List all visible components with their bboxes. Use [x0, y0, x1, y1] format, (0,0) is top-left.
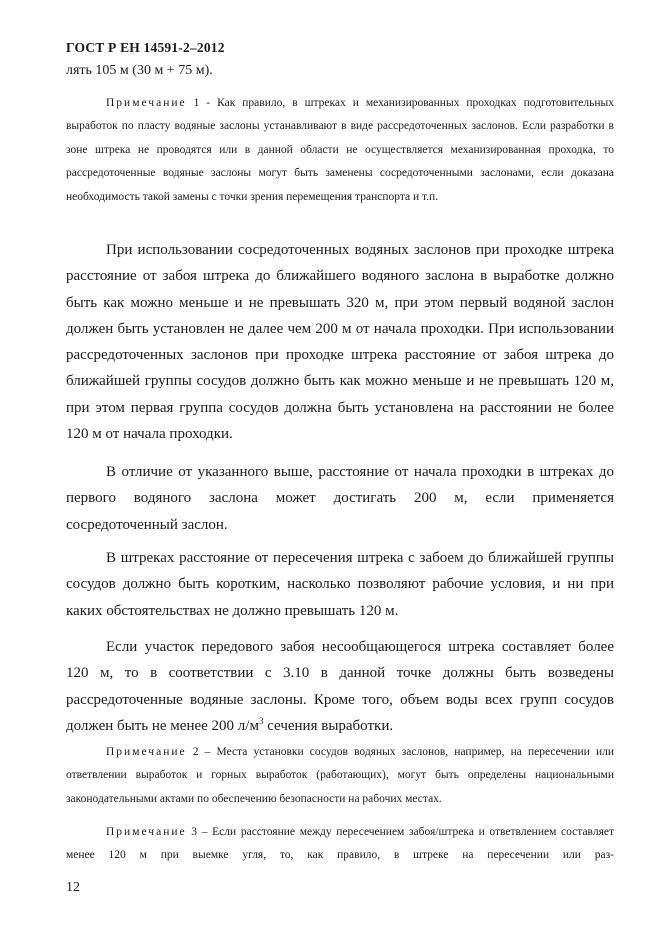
paragraph-3: [66, 545, 614, 624]
paragraph-2: [66, 459, 614, 538]
note-2-label: Примечание: [106, 746, 187, 758]
note-3-text: 3 – Если расстояние между пересечением забоя/штрека и ответвлением составляет менее 120 м при выемке угля, то, как правило, в штреке на пересечении или раз-: [66, 826, 614, 862]
paragraph-2-text: В отличие от указанного выше, расстояние от начала проходки в штреках до первого водяного заслона может достигать 200 м, если применяется сосредоточенный заслон.: [66, 464, 614, 533]
paragraph-1: [66, 237, 614, 447]
paragraph-4: [66, 634, 614, 739]
note-1: [66, 92, 614, 209]
paragraph-3-text: В штреках расстояние от пересечения штрека с забоем до ближайшей группы сосудов должно быть коротким, насколько позволяют рабочие условия, и ни при каких обстоятельствах не должно превышать 120 м.: [66, 550, 614, 619]
paragraph-4-text: Если участок передового забоя несообщающегося штрека составляет более 120 м, то в соответствии с 3.10 в данной точке должны быть возведены рассредоточенные водяные заслоны. Кроме того, объем воды всех групп сосудов должен быть не менее 200 л/м: [66, 639, 614, 734]
note-2: [66, 741, 614, 811]
note-1-text: 1 - Как правило, в штреках и механизированных проходках подготовительных выработок по пласту водяные заслоны устанавливают в виде рассредоточенных заслонов. Если разработки в зоне штрека не проводятся или в данной области не осуществляется механизированная проходка, то рассредоточенные водяные заслоны могут быть заменены сосредоточенными заслонами, если доказана необходимость такой замены с точки зрения перемещения транспорта и т.п.: [66, 97, 614, 203]
note-1-label: Примечание: [106, 97, 187, 109]
paragraph-4-tail: сечения выработки.: [263, 717, 394, 734]
note-3-label: Примечание: [106, 826, 187, 838]
paragraph-1-text: При использовании сосредоточенных водяных заслонов при проходке штрека расстояние от забоя штрека до ближайшего водяного заслона в выработке должно быть как можно меньше и не превышать 320 м, при этом первый водяной заслон должен быть установлен не далее чем 200 м от начала проходки. При использовании рассредоточенных заслонов при проходке штрека расстояние от забоя штрека до ближайшей группы сосудов должно быть как можно меньше и не превышать 120 м, при этом первая группа сосудов должна быть установлена на расстоянии не более 120 м от начала проходки.: [66, 242, 614, 443]
superscript-3: 3: [258, 715, 264, 726]
continuation-line: лять 105 м (30 м + 75 м).: [66, 63, 213, 78]
note-3: [66, 821, 614, 868]
note-2-text: 2 – Места установки сосудов водяных заслонов, например, на пересечении или ответвлении выработок и горных выработок (работающих), могут быть определены национальными законодательными актами по обеспечению безопасности на рабочих местах.: [66, 746, 614, 805]
page-number: 12: [66, 880, 80, 895]
document-header: ГОСТ Р ЕН 14591-2–2012: [66, 40, 225, 55]
